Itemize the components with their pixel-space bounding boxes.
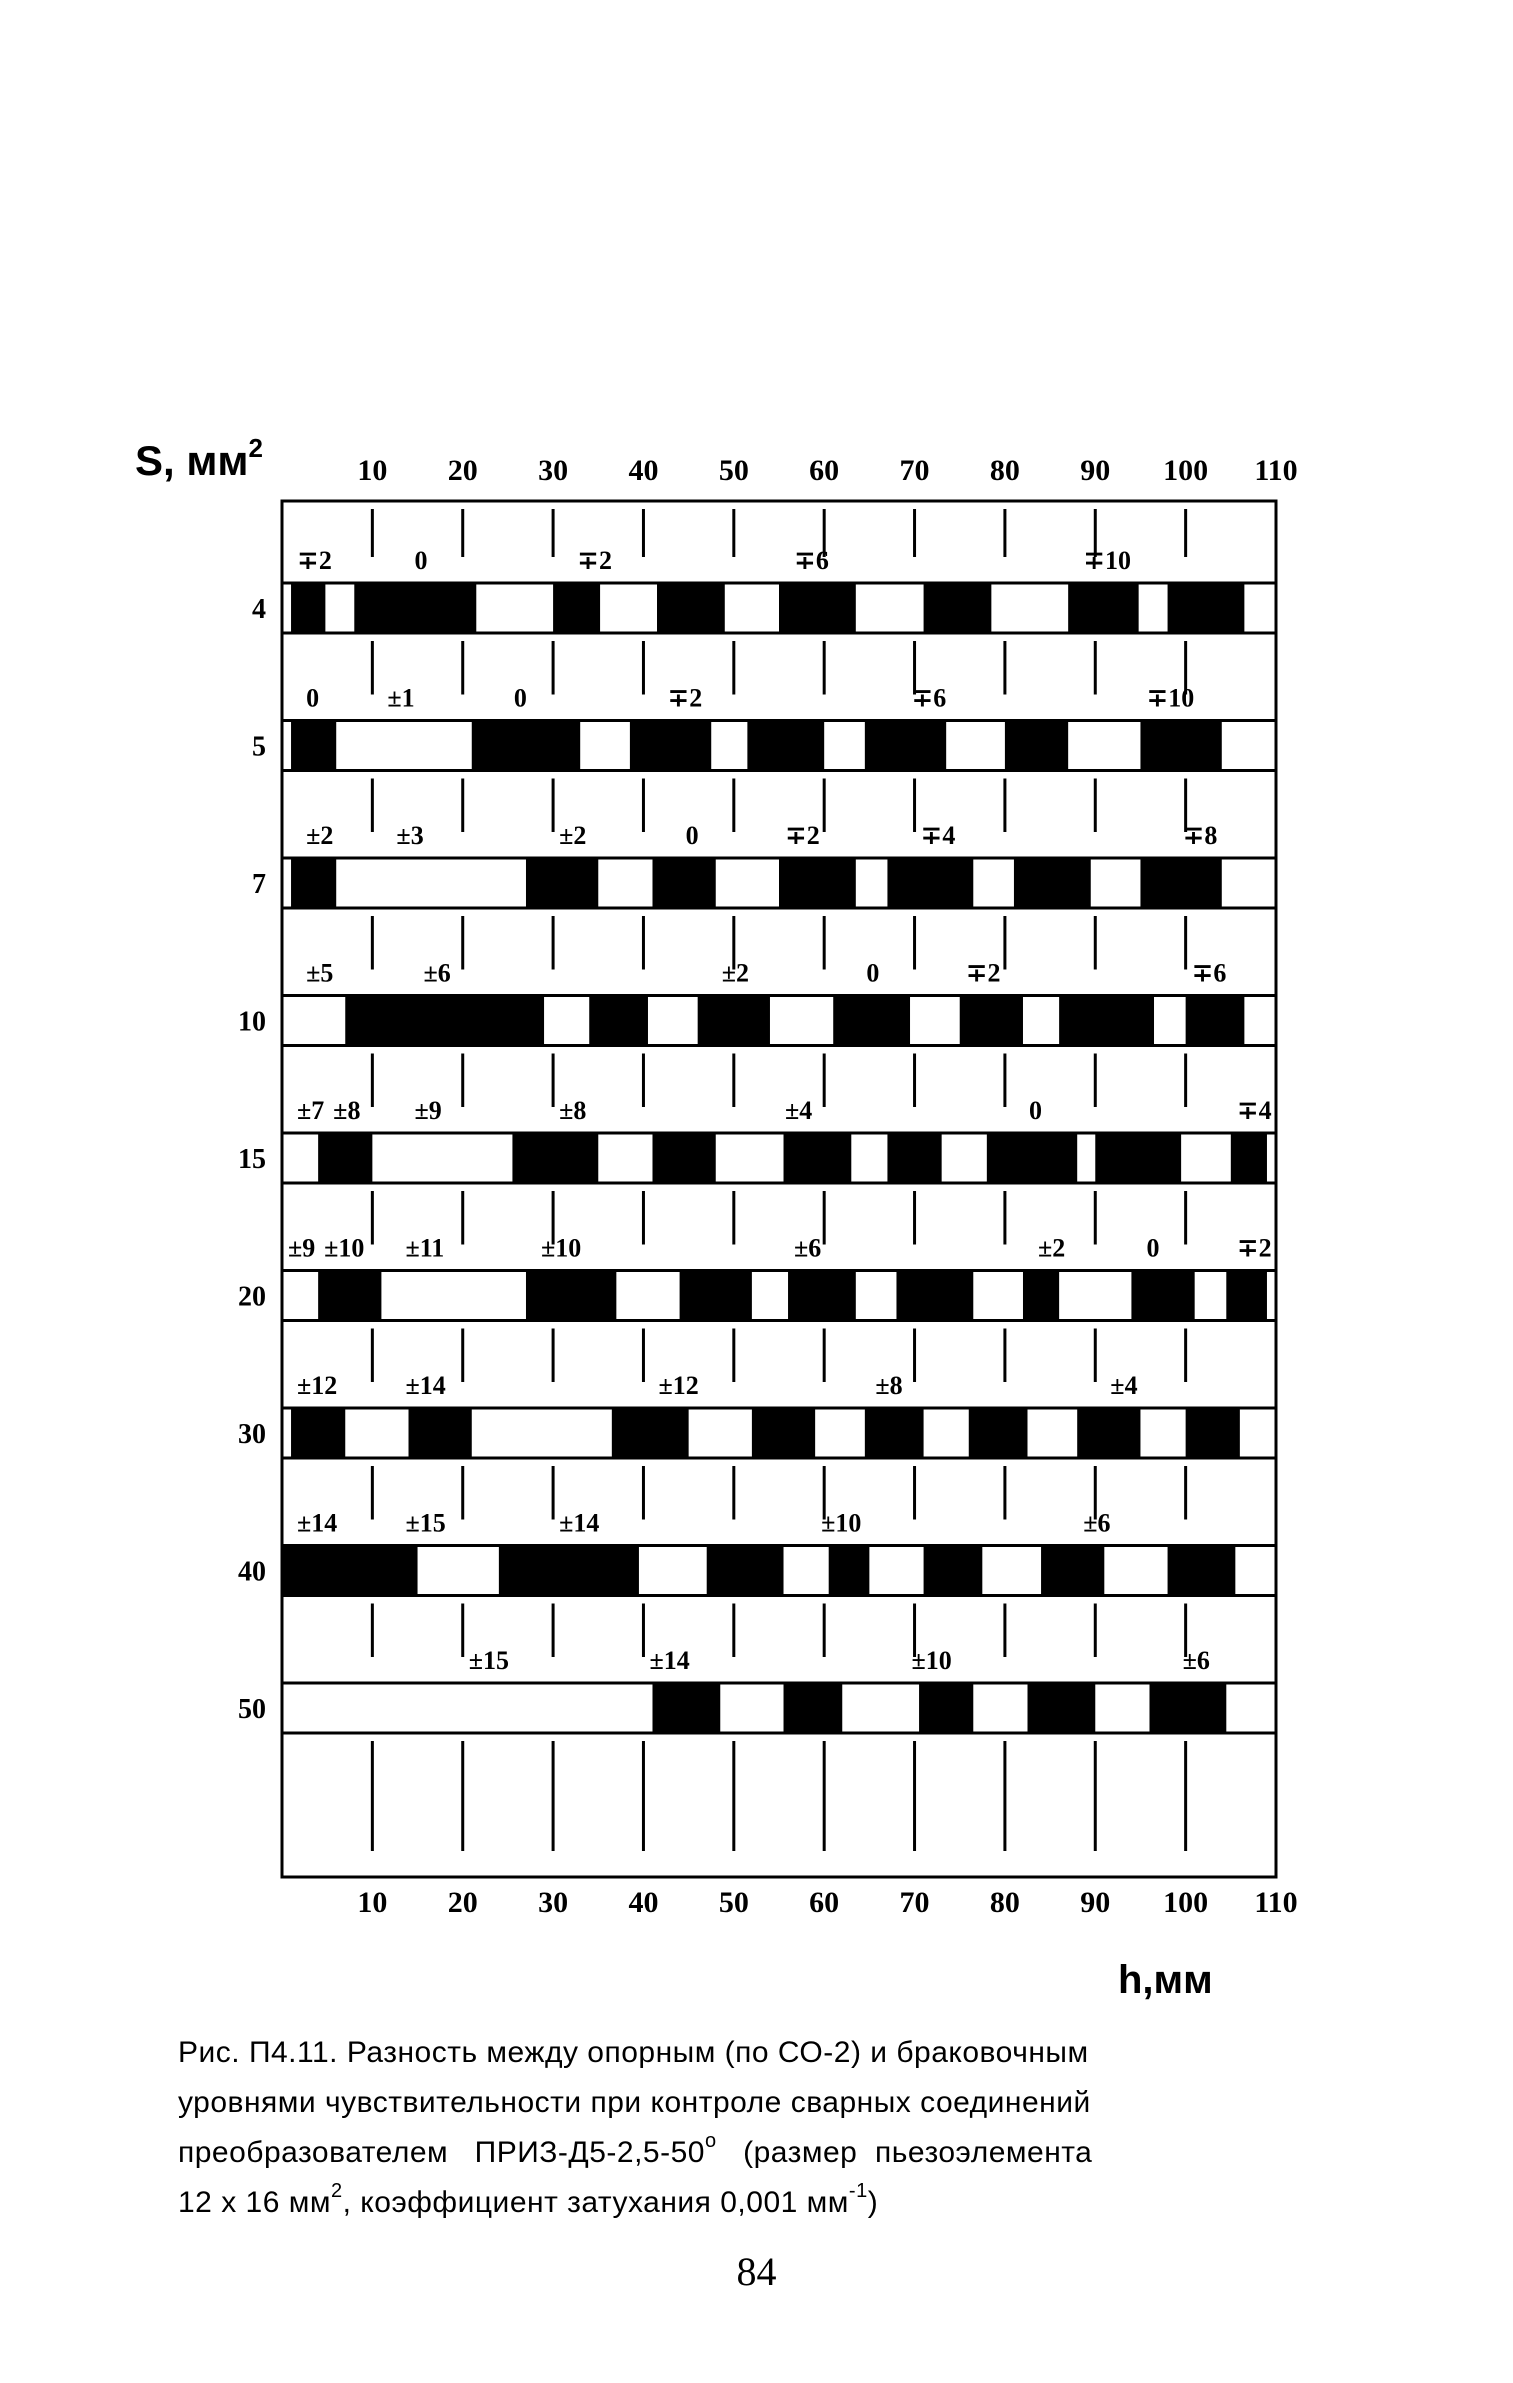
black-bar-segment (472, 721, 580, 771)
s-value-label: 50 (238, 1694, 266, 1725)
top-tick-label: 20 (447, 454, 478, 487)
black-bar-segment (553, 583, 600, 633)
caption-line-3: преобразователем ПРИЗ-$Д5-2,5-50^о$ (размер пьезоэлемента (178, 2130, 1093, 2169)
black-bar-segment (1186, 1408, 1240, 1458)
top-tick-labels (357, 454, 1297, 487)
black-bar-segment (291, 583, 325, 633)
caption-line-4: 12 х 16 $мм^2$, коэффициент затухания 0,001 $мм^{-1}$) (178, 2180, 879, 2219)
black-bar-segment (707, 1546, 784, 1596)
black-bar-segment (526, 1271, 616, 1321)
black-bar-segment (657, 583, 725, 633)
black-bar-segment (318, 1271, 381, 1321)
caption-line-1: Рис. П4.11. Разность между опорным (по СО-2) и браковочным (178, 2036, 1089, 2069)
difference-label: ±10 (821, 1508, 862, 1538)
black-bar-segment (1168, 1546, 1236, 1596)
difference-label: ±6 (1083, 1508, 1111, 1538)
black-bar-segment (698, 996, 770, 1046)
difference-label: ±4 (785, 1096, 813, 1125)
difference-label: ∓6 (911, 683, 947, 713)
page-number: 84 (736, 2249, 777, 2294)
black-bar-segment (291, 858, 336, 908)
difference-label: ±15 (405, 1508, 446, 1538)
black-bar-segment (1028, 1683, 1096, 1733)
difference-label: 0 (513, 683, 527, 713)
difference-label: ∓10 (1083, 546, 1131, 575)
black-bar-segment (1140, 858, 1221, 908)
black-bar-segment (1014, 858, 1091, 908)
bottom-tick-label: 10 (357, 1886, 388, 1919)
difference-label: ∓2 (667, 683, 703, 713)
top-tick-label: 30 (538, 454, 569, 487)
difference-label: 0 (1146, 1233, 1160, 1263)
difference-label: ±3 (396, 821, 424, 850)
black-bar-segment (1231, 1133, 1267, 1183)
black-bar-segment (788, 1271, 856, 1321)
top-tick-label: 60 (809, 454, 840, 487)
chart-row (238, 1371, 1276, 1458)
difference-label: ±14 (297, 1508, 338, 1538)
chart-row (252, 546, 1276, 633)
x-axis-label: h,мм (1118, 1958, 1213, 2002)
top-tick-label: 80 (989, 454, 1020, 487)
black-bar-segment (865, 1408, 924, 1458)
bottom-tick-label: 90 (1080, 1886, 1111, 1919)
black-bar-segment (747, 721, 824, 771)
difference-label: ±6 (1182, 1646, 1210, 1675)
black-bar-segment (512, 1133, 598, 1183)
bottom-tick-label: 40 (628, 1886, 659, 1919)
difference-label: ±2 (1038, 1233, 1066, 1263)
difference-label: 0 (414, 546, 428, 575)
top-tick-label: 100 (1163, 454, 1209, 487)
bottom-tick-labels (357, 1886, 1297, 1919)
difference-label: 0 (866, 958, 880, 988)
chart-row (252, 684, 1276, 771)
bottom-tick-label: 20 (447, 1886, 478, 1919)
black-bar-segment (526, 858, 598, 908)
black-bar-segment (896, 1271, 973, 1321)
black-bar-segment (1186, 996, 1245, 1046)
black-bar-segment (409, 1408, 472, 1458)
black-bar-segment (630, 721, 711, 771)
black-bar-segment (919, 1683, 973, 1733)
black-bar-segment (865, 721, 946, 771)
black-bar-segment (1068, 583, 1138, 633)
chart-row (238, 959, 1276, 1046)
black-bar-segment (291, 721, 336, 771)
s-value-label: 10 (238, 1006, 266, 1038)
black-bar-segment (345, 996, 544, 1046)
s-value-label: 20 (238, 1281, 266, 1313)
black-bar-segment (1140, 721, 1221, 771)
difference-label: ∓2 (785, 821, 820, 850)
black-bar-segment (1041, 1546, 1104, 1596)
s-value-label: 7 (252, 869, 266, 900)
difference-label: ±11 (405, 1233, 445, 1263)
difference-label: ±1 (387, 683, 415, 713)
black-bar-segment (282, 1546, 418, 1596)
difference-label: ±6 (423, 958, 451, 988)
black-bar-segment (779, 858, 856, 908)
difference-label: ±6 (794, 1233, 822, 1263)
difference-label: ±14 (559, 1508, 600, 1538)
black-bar-segment (784, 1133, 852, 1183)
black-bar-segment (987, 1133, 1077, 1183)
black-bar-segment (784, 1683, 843, 1733)
difference-label: ∓4 (920, 821, 956, 850)
black-bar-segment (924, 583, 992, 633)
black-bar-segment (589, 996, 648, 1046)
black-bar-segment (291, 1408, 345, 1458)
black-bar-segment (924, 1546, 983, 1596)
black-bar-segment (499, 1546, 639, 1596)
difference-label: ±2 (306, 821, 334, 850)
top-tick-label: 10 (357, 454, 388, 487)
caption-line-2: уровнями чувствительности при контроле сварных соединений (178, 2086, 1091, 2119)
bottom-tick-label: 30 (538, 1886, 569, 1919)
black-bar-segment (1005, 721, 1068, 771)
top-tick-label: 110 (1254, 454, 1298, 487)
black-bar-segment (1168, 583, 1245, 633)
black-bar-segment (829, 1546, 870, 1596)
y-axis-label-superscript: 2 (248, 433, 263, 463)
difference-label: ±7 (297, 1096, 325, 1125)
s-value-label: 30 (238, 1419, 266, 1450)
black-bar-segment (752, 1408, 815, 1458)
top-tick-label: 50 (718, 454, 749, 487)
black-bar-segment (1077, 1408, 1140, 1458)
black-bar-segment (1023, 1271, 1059, 1321)
difference-label: ±14 (649, 1646, 690, 1675)
difference-label: 0 (1028, 1096, 1042, 1125)
bottom-tick-label: 110 (1254, 1886, 1298, 1919)
difference-label: ∓2 (965, 958, 1001, 988)
difference-label: ±14 (405, 1371, 446, 1400)
difference-label: ±4 (1110, 1371, 1138, 1400)
figure-caption (178, 2028, 1278, 2228)
difference-label: 0 (306, 683, 320, 713)
bottom-tick-label: 60 (809, 1886, 840, 1919)
top-tick-label: 40 (628, 454, 659, 487)
chart-rows (238, 546, 1276, 1733)
black-bar-segment (1149, 1683, 1226, 1733)
difference-label: ±2 (559, 821, 587, 850)
black-bar-segment (612, 1408, 689, 1458)
difference-label: 0 (685, 821, 699, 850)
difference-label: ∓6 (1191, 958, 1227, 988)
difference-label: ∓8 (1182, 821, 1218, 850)
black-bar-segment (960, 996, 1023, 1046)
bottom-tick-label: 50 (718, 1886, 749, 1919)
black-bar-segment (318, 1133, 372, 1183)
difference-label: ±10 (324, 1233, 365, 1263)
black-bar-segment (969, 1408, 1028, 1458)
difference-label: ±8 (559, 1096, 587, 1125)
difference-label: ∓2 (577, 546, 612, 575)
difference-label: ±12 (297, 1371, 338, 1400)
difference-label: ±8 (333, 1096, 361, 1125)
chart-row (238, 1096, 1276, 1183)
black-bar-segment (887, 858, 973, 908)
chart-row (238, 1234, 1276, 1321)
black-bar-segment (779, 583, 856, 633)
black-bar-segment (1095, 1133, 1181, 1183)
difference-label: ±5 (306, 958, 334, 988)
black-bar-segment (652, 1683, 720, 1733)
y-axis-label: S, $мм^2$ (135, 433, 263, 484)
top-tick-label: 90 (1080, 454, 1111, 487)
difference-label: ∓4 (1236, 1096, 1272, 1125)
s-value-label: 4 (252, 594, 266, 625)
top-tick-label: 70 (899, 454, 930, 487)
difference-label: ∓10 (1146, 683, 1195, 713)
black-bar-segment (833, 996, 910, 1046)
chart-row (252, 821, 1276, 908)
s-value-label: 5 (252, 731, 266, 763)
difference-label: ∓6 (794, 546, 829, 575)
difference-label: ±12 (658, 1371, 699, 1400)
bottom-tick-label: 100 (1163, 1886, 1209, 1919)
difference-label: ∓2 (1236, 1233, 1272, 1263)
black-bar-segment (887, 1133, 941, 1183)
s-value-label: 40 (238, 1556, 266, 1588)
chart-row (238, 1509, 1276, 1596)
s-value-label: 15 (238, 1144, 266, 1175)
black-bar-segment (1059, 996, 1154, 1046)
black-bar-segment (652, 1133, 715, 1183)
difference-label: ±8 (875, 1371, 903, 1400)
black-bar-segment (1131, 1271, 1194, 1321)
bottom-tick-label: 70 (899, 1886, 930, 1919)
chart-frame (282, 501, 1276, 1877)
difference-label: ±10 (911, 1646, 952, 1675)
difference-label: ∓2 (297, 546, 332, 575)
black-bar-segment (354, 583, 476, 633)
chart-row (238, 1646, 1276, 1733)
black-bar-segment (680, 1271, 752, 1321)
bottom-tick-label: 80 (989, 1886, 1020, 1919)
difference-label: ±15 (468, 1646, 510, 1675)
difference-label: ±10 (541, 1233, 582, 1263)
black-bar-segment (652, 858, 715, 908)
difference-label: ±9 (414, 1096, 442, 1125)
difference-label: ±9 (288, 1233, 316, 1263)
difference-label: ±2 (721, 958, 750, 988)
black-bar-segment (1226, 1271, 1267, 1321)
